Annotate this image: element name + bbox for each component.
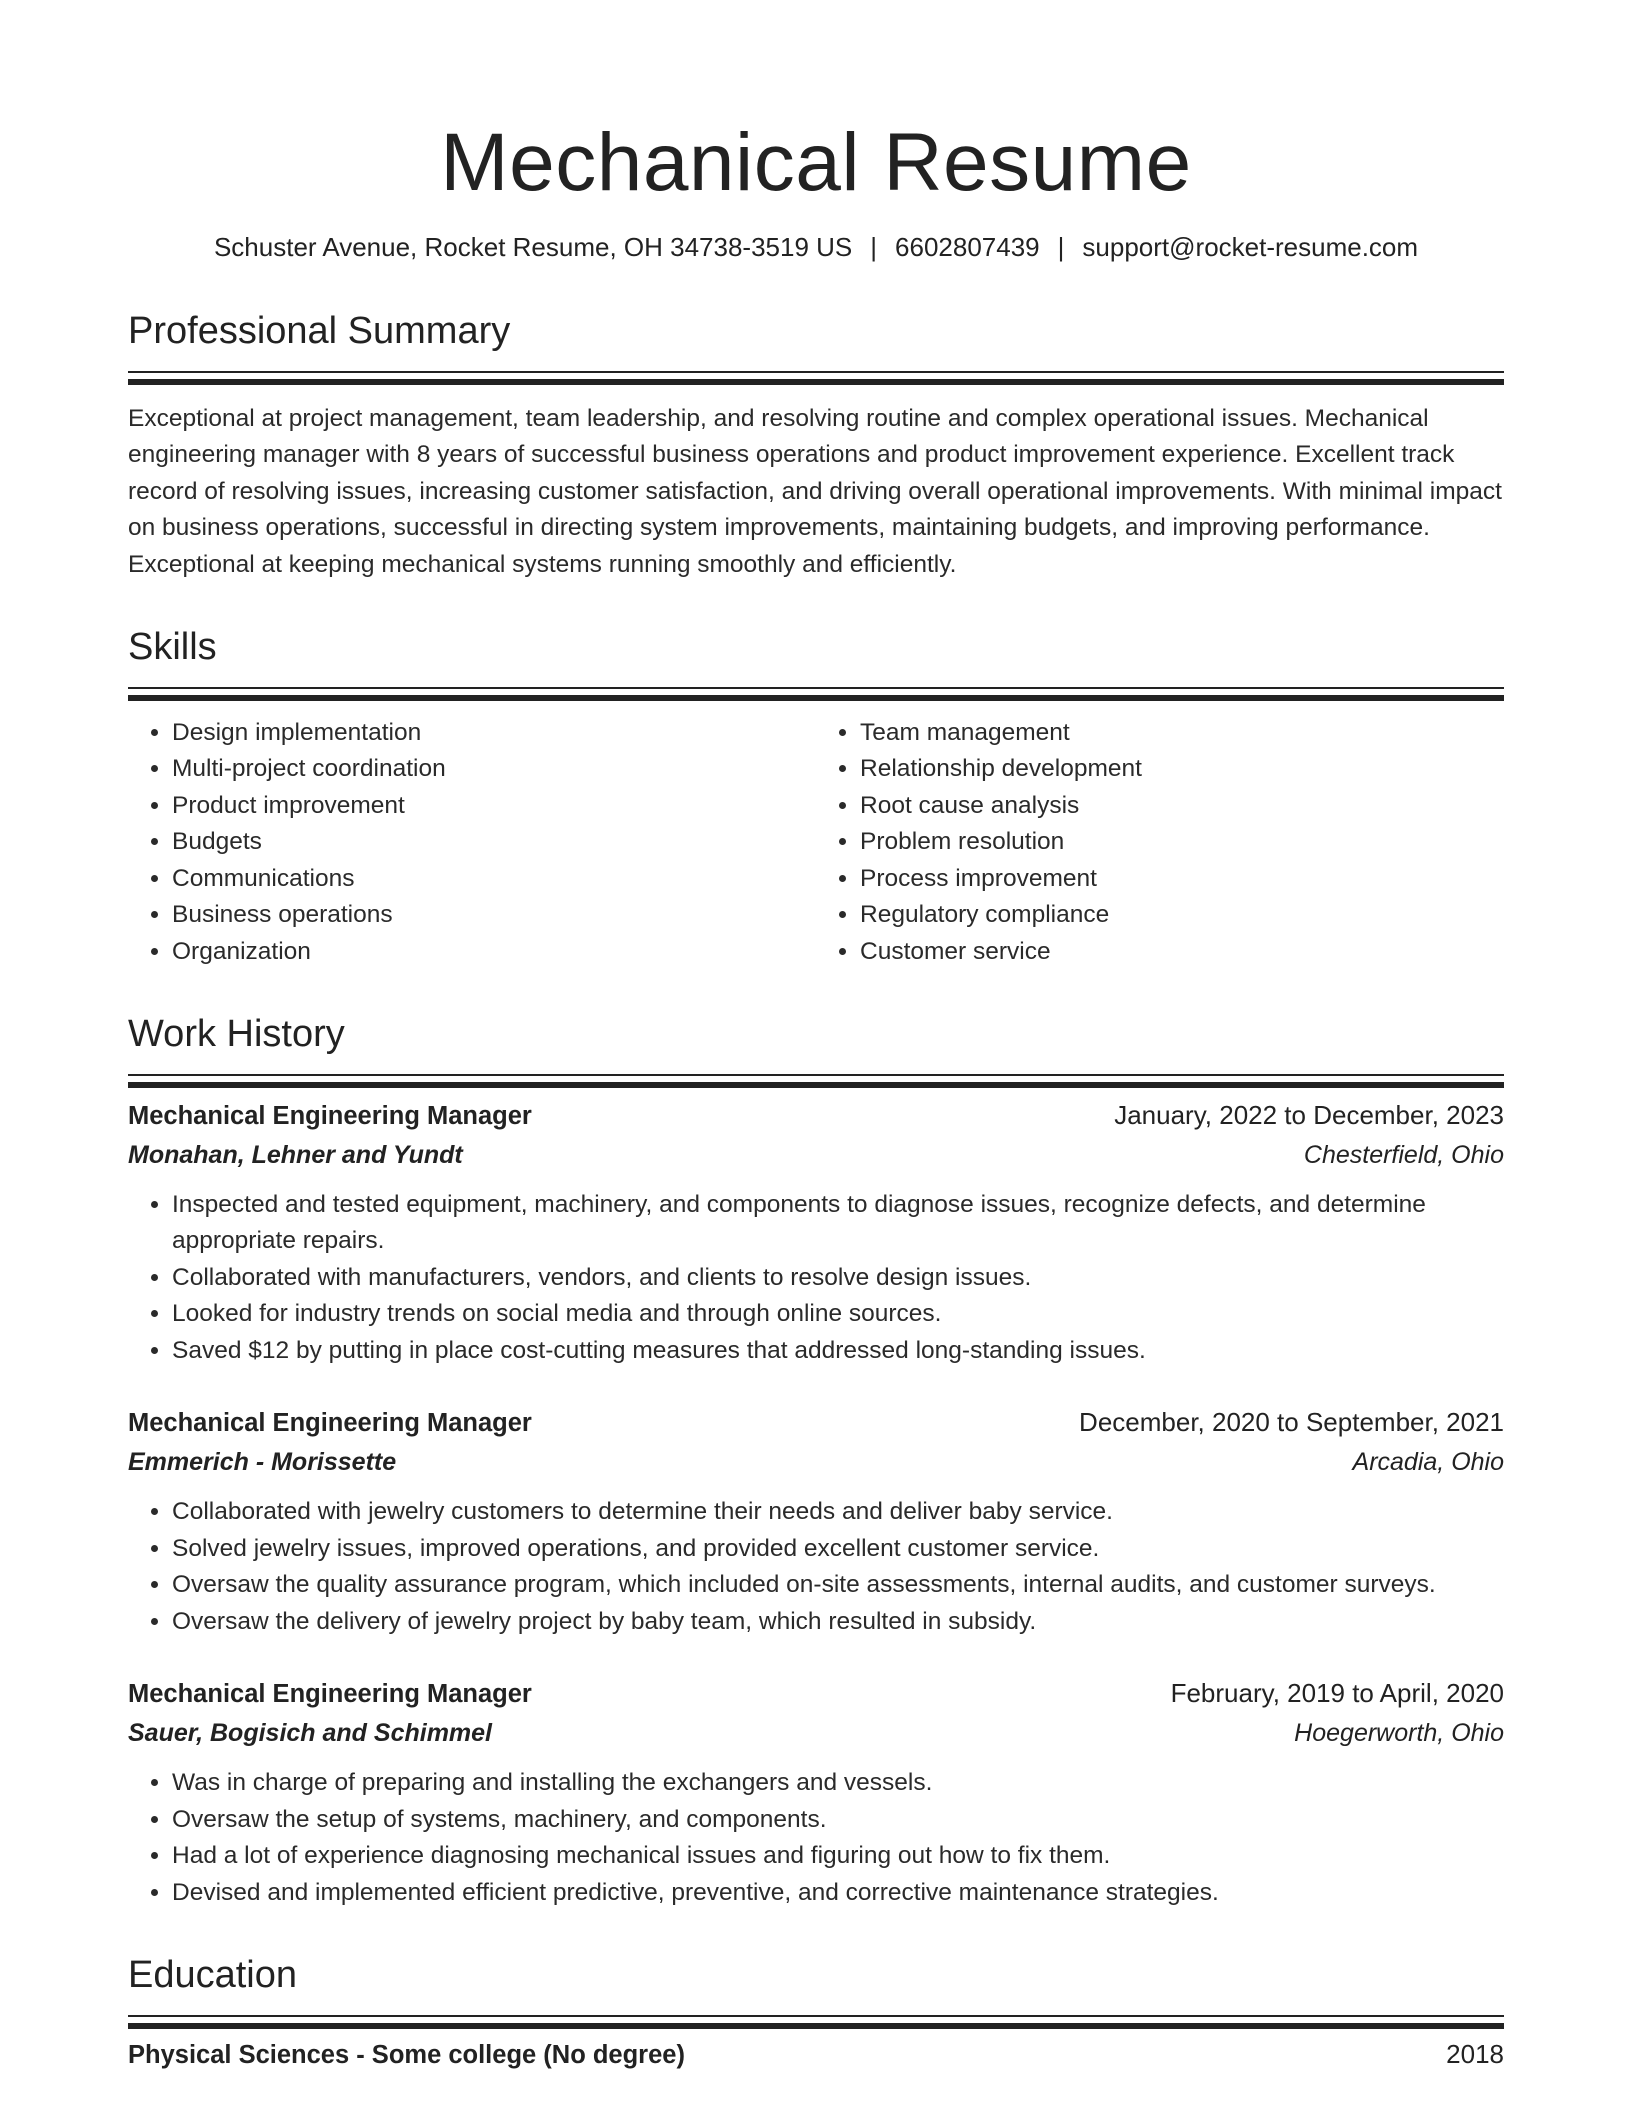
skill-item: • Multi-project coordination <box>172 751 816 788</box>
job-bullet: • Devised and implemented efficient predictive, preventive, and corrective maintenance strategies. <box>172 1875 1504 1912</box>
skill-item: • Team management <box>860 715 1504 752</box>
job-location: Arcadia, Ohio <box>1352 1448 1504 1477</box>
job-bullets <box>128 1494 1504 1640</box>
skill-item: • Product improvement <box>172 788 816 825</box>
job-bullet: • Collaborated with jewelry customers to determine their needs and deliver baby service. <box>172 1494 1504 1531</box>
skill-item: • Problem resolution <box>860 824 1504 861</box>
job-dates: January, 2022 to December, 2023 <box>1114 1099 1504 1130</box>
section-title-summary: Professional Summary <box>128 310 511 353</box>
job-bullet: • Collaborated with manufacturers, vendors, and clients to resolve design issues. <box>172 1260 1504 1297</box>
job-bullet: • Saved $12 by putting in place cost-cutting measures that addressed long-standing issues. <box>172 1333 1504 1370</box>
job-entry <box>128 1403 1504 1640</box>
job-company: Monahan, Lehner and Yundt <box>128 1140 463 1169</box>
resume-page <box>128 118 1504 2074</box>
job-title: Mechanical Engineering Manager <box>128 1680 532 1709</box>
skill-item: • Business operations <box>172 897 816 934</box>
job-bullet: • Had a lot of experience diagnosing mechanical issues and figuring out how to fix them. <box>172 1838 1504 1875</box>
job-bullet: • Solved jewelry issues, improved operations, and provided excellent customer service. <box>172 1531 1504 1568</box>
skill-item: • Customer service <box>860 934 1504 971</box>
education-year: 2018 <box>1446 2039 1504 2070</box>
job-dates: December, 2020 to September, 2021 <box>1079 1407 1504 1438</box>
skills-list-right <box>816 715 1504 971</box>
job-bullets <box>128 1765 1504 1911</box>
contact-phone: 6602807439 <box>895 232 1040 263</box>
contact-separator: | <box>1057 232 1065 263</box>
section-divider <box>128 687 1504 689</box>
job-bullets <box>128 1187 1504 1370</box>
section-title-work-history: Work History <box>128 1013 345 1056</box>
section-divider <box>128 1074 1504 1076</box>
work-history-section <box>128 1012 1504 1911</box>
contact-email: support@rocket-resume.com <box>1082 232 1419 263</box>
skill-item: • Relationship development <box>860 751 1504 788</box>
summary-section <box>128 309 1504 583</box>
section-title-skills: Skills <box>128 626 217 669</box>
skill-item: • Process improvement <box>860 861 1504 898</box>
resume-name: Mechanical Resume <box>440 117 1192 208</box>
job-company: Emmerich - Morissette <box>128 1448 397 1477</box>
section-title-education: Education <box>128 1954 298 1997</box>
job-bullet: • Oversaw the quality assurance program, which included on-site assessments, internal audits, and customer surveys. <box>172 1567 1504 1604</box>
job-bullet: • Was in charge of preparing and installing the exchangers and vessels. <box>172 1765 1504 1802</box>
education-section <box>128 1953 1504 2074</box>
job-entry <box>128 1674 1504 1911</box>
job-bullet: • Oversaw the setup of systems, machinery, and components. <box>172 1802 1504 1839</box>
skills-columns <box>128 715 1504 971</box>
skill-item: • Communications <box>172 861 816 898</box>
job-bullet: • Inspected and tested equipment, machinery, and components to diagnose issues, recognize defects, and determine appropriate repairs. <box>172 1187 1504 1260</box>
job-bullet: • Oversaw the delivery of jewelry project by baby team, which resulted in subsidy. <box>172 1604 1504 1641</box>
skill-item: • Budgets <box>172 824 816 861</box>
job-dates: February, 2019 to April, 2020 <box>1170 1678 1504 1709</box>
skills-section <box>128 625 1504 970</box>
job-location: Chesterfield, Ohio <box>1303 1140 1504 1169</box>
job-bullet: • Looked for industry trends on social media and through online sources. <box>172 1296 1504 1333</box>
job-location: Hoegerworth, Ohio <box>1294 1719 1504 1748</box>
job-title: Mechanical Engineering Manager <box>128 1101 532 1130</box>
skill-item: • Organization <box>172 934 816 971</box>
job-company: Sauer, Bogisich and Schimmel <box>128 1719 493 1748</box>
skill-item: • Regulatory compliance <box>860 897 1504 934</box>
skill-item: • Root cause analysis <box>860 788 1504 825</box>
education-entry <box>128 2035 1504 2074</box>
section-divider <box>128 371 1504 373</box>
section-divider <box>128 2015 1504 2017</box>
contact-address: Schuster Avenue, Rocket Resume, OH 34738-3519 US <box>213 232 853 263</box>
job-title: Mechanical Engineering Manager <box>128 1409 532 1438</box>
summary-text: Exceptional at project management, team leadership, and resolving routine and complex operational issues. Mechanical engineering manager with 8 years of successful business operations and product improvement experience. Excellent track record of resolving issues, increasing customer satisfaction, and driving overall operational improvements. With minimal impact on business operations, successful in directing system improvements, maintaining budgets, and improving performance. Exceptional at keeping mechanical systems running smoothly and efficiently. <box>128 404 1502 578</box>
job-entry <box>128 1096 1504 1370</box>
education-degree: Physical Sciences - Some college (No degree) <box>128 2041 685 2070</box>
contact-separator: | <box>870 232 878 263</box>
skills-list-left <box>128 715 816 971</box>
skill-item: • Design implementation <box>172 715 816 752</box>
contact-line <box>128 232 1504 263</box>
